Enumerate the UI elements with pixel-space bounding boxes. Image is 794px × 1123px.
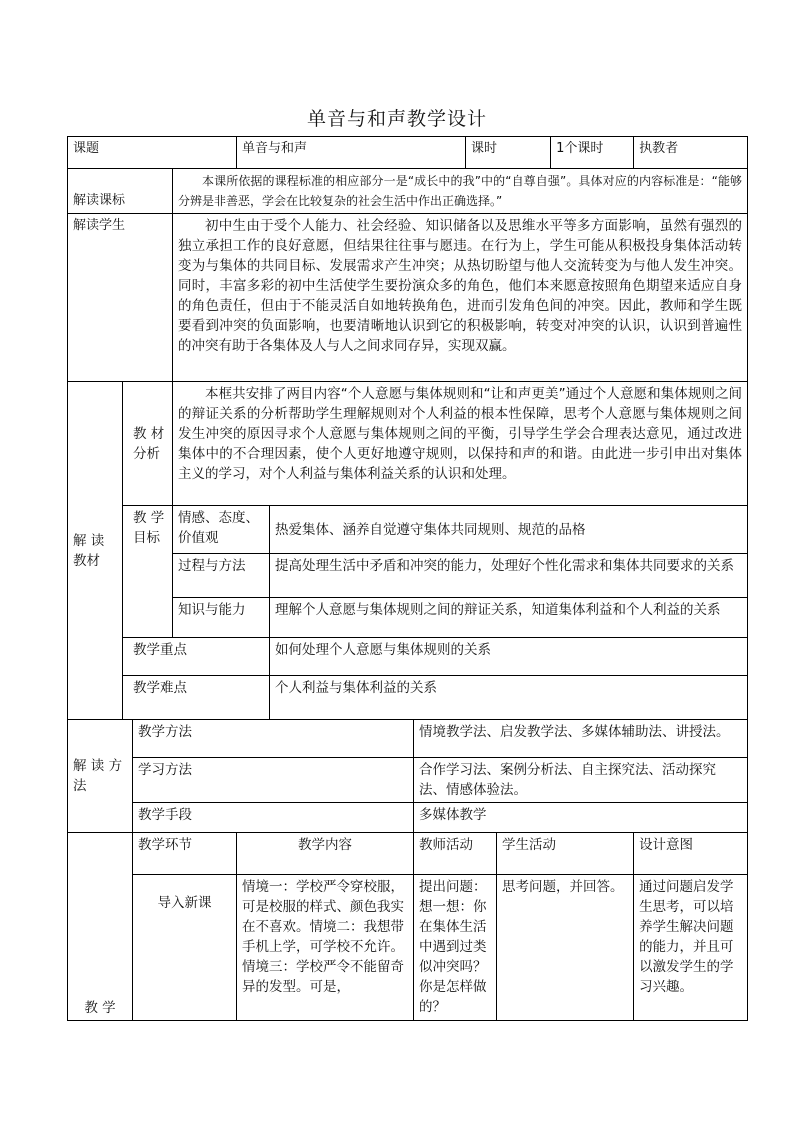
- goal-text-2: 提高处理生活中矛盾和冲突的能力，处理好个性化需求和集体共同要求的关系: [270, 554, 748, 598]
- process-header-row: [68, 833, 748, 875]
- method-text-2: 合作学习法、案例分析法、自主探究法、活动探究法、情感体验法。: [414, 758, 748, 803]
- difficulty-row: [68, 676, 748, 720]
- process-header-student: 学生活动: [497, 833, 634, 875]
- process-label: 教 学: [68, 833, 133, 1021]
- process-header-teacher: 教师活动: [414, 833, 497, 875]
- topic-label: 课题: [68, 137, 237, 169]
- goal-label-1: 情感、态度、价值观: [173, 506, 270, 554]
- process-row-intro: [68, 875, 748, 1021]
- methods-label: 解 读 方法: [68, 720, 133, 833]
- goal-row-1: [68, 506, 748, 554]
- analysis-label: 教 材 分析: [123, 382, 173, 506]
- process-teacher: 提出问题：想一想：你在集体生活中遇到过类似冲突吗？你是怎样做的？: [414, 875, 497, 1021]
- method-text-3: 多媒体教学: [414, 803, 748, 833]
- method-label-1: 教学方法: [133, 720, 414, 758]
- standard-label: 解读课标: [68, 169, 173, 214]
- process-header-stage: 教学环节: [133, 833, 237, 875]
- teacher-label: [634, 137, 748, 169]
- standard-row: [68, 169, 748, 214]
- textbook-label: 解 读 教材: [68, 382, 123, 720]
- analysis-text: 本框共安排了两目内容“个人意愿与集体规则和“让和声更美”通过个人意愿和集体规则之间的辩证关系的分析帮助学生理解规则对个人利益的根本性保障，思考个人意愿与集体规则之间发生冲突的原因寻求个人意愿与集体规则之间的平衡，引导学生学会合理表达意见，通过改进集体中的不合理因素，使个人更好地遵守规则，以保持和声的和谐。由此进一步引申出对集体主义的学习，对个人利益与集体利益关系的认识和处理。: [173, 382, 748, 506]
- focus-label: 教学重点: [123, 638, 270, 676]
- page-title: 单音与和声教学设计: [306, 108, 487, 130]
- students-row: [68, 214, 748, 382]
- period-label: 课时: [466, 137, 551, 169]
- students-text: 初中生由于受个人能力、社会经验、知识储备以及思维水平等多方面影响，虽然有强烈的独立承担工作的良好意愿，但结果往往事与愿违。在行为上，学生可能从积极投身集体活动转变为与集体的共同目标、发展需求产生冲突；从热切盼望与他人交流转变为与他人发生冲突。同时，丰富多彩的初中生活使学生要扮演众多的角色，他们本来愿意按照角色期望来适应自身的角色责任，但由于不能灵活自如地转换角色，进而引发角色间的冲突。因此，教师和学生既要看到冲突的负面影响，也要清晰地认识到它的积极影响，转变对冲突的认识，认识到普遍性的冲突有助于各集体及人与人之间求同存异，实现双赢。: [173, 214, 748, 382]
- process-student: 思考问题，并回答。: [497, 875, 634, 1021]
- lesson-plan-table: [67, 136, 748, 1021]
- focus-text: 如何处理个人意愿与集体规则的关系: [270, 638, 748, 676]
- difficulty-label: 教学难点: [123, 676, 270, 720]
- topic-value: 单音与和声: [237, 137, 466, 169]
- process-content: 情境一：学校严令穿校服，可是校服的样式、颜色我实在不喜欢。情境二：我想带手机上学，可学校不允许。情境三：学校严令不能留奇异的发型。可是，: [237, 875, 414, 1021]
- process-intent: 通过问题启发学生思考，可以培养学生解决问题的能力，并且可以激发学生的学习兴趣。: [634, 875, 748, 1021]
- process-header-content: 教学内容: [237, 833, 414, 875]
- goals-label: 教 学 目标: [123, 506, 173, 638]
- goal-label-2: 过程与方法: [173, 554, 270, 598]
- difficulty-text: 个人利益与集体利益的关系: [270, 676, 748, 720]
- textbook-analysis-row: [68, 382, 748, 506]
- method-row-3: [68, 803, 748, 833]
- process-stage: 导入新课: [133, 875, 237, 1021]
- standard-text: 本课所依据的课程标准的相应部分一是“成长中的我”中的“自尊自强”。具体对应的内容标准是：“能够分辨是非善恶，学会在比较复杂的社会生活中作出正确选择。”: [173, 169, 748, 214]
- goal-label-3: 知识与能力: [173, 598, 270, 638]
- header-row: [68, 137, 748, 169]
- goal-text-3: 理解个人意愿与集体规则之间的辩证关系，知道集体利益和个人利益的关系: [270, 598, 748, 638]
- method-label-3: 教学手段: [133, 803, 414, 833]
- method-row-1: [68, 720, 748, 758]
- process-header-intent: 设计意图: [634, 833, 748, 875]
- method-label-2: 学习方法: [133, 758, 414, 803]
- period-value: 1个课时: [551, 137, 634, 169]
- method-text-1: 情境教学法、启发教学法、多媒体辅助法、讲授法。: [414, 720, 748, 758]
- focus-row: [68, 638, 748, 676]
- goal-text-1: 热爱集体、涵养自觉遵守集体共同规则、规范的品格: [270, 506, 748, 554]
- teacher-label-text: 执教者: [639, 141, 679, 156]
- method-row-2: [68, 758, 748, 803]
- students-label: 解读学生: [68, 214, 173, 382]
